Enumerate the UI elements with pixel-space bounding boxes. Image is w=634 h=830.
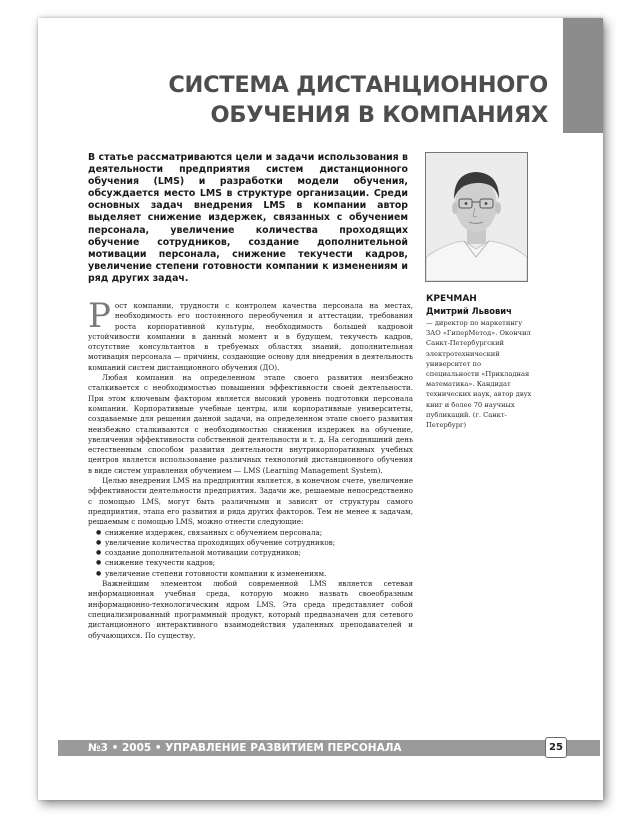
list-item: ● снижение издержек, связанных с обучением персонала; — [105, 528, 413, 538]
author-portrait-image — [426, 153, 527, 281]
article-lead: В статье рассматриваются цели и задачи использования в деятельности предприятия систем дистанционного обучения (LMS) и разработки модели обучения, обсуждается место LMS в структуре организации. Среди основных задач внедрения LMS в компании автор выделяет снижение издержек, связанных с обучением персонала, увеличение количества проходящих обучение сотрудников, создание дополнительной мотивации персонала, снижение текучести кадров, увеличение степени готовности компании к изменениям и ряд других задач. — [88, 152, 408, 284]
list-item: ● снижение текучести кадров; — [105, 558, 413, 568]
article-title — [158, 70, 548, 130]
title-line-1: СИСТЕМА ДИСТАНЦИОННОГО — [168, 72, 548, 98]
title-line-2: ОБУЧЕНИЯ В КОМПАНИЯХ — [210, 102, 548, 128]
drop-cap: Р — [88, 296, 111, 336]
author-surname: КРЕЧМАН — [426, 294, 477, 304]
footer-issue-text: №3 • 2005 • УПРАВЛЕНИЕ РАЗВИТИЕМ ПЕРСОНАЛА — [88, 742, 402, 754]
author-bio: — директор по маркетингу ЗАО «ГиперМетод». Окончил Санкт-Петербургский электротехнический университет по специальности «Прикладная математика». Кандидат технических наук, автор двух книг и более 70 научных публикаций. (г. Санкт-Петербург) — [426, 319, 532, 430]
list-item: ● создание дополнительной мотивации сотрудников; — [105, 548, 413, 558]
list-item: ● увеличение степени готовности компании к изменениям. — [105, 569, 413, 579]
paragraph-4: Важнейшим элементом любой современной LMS является сетевая информационная учебная среда, которую можно назвать своеобразным информационно-технологическим ядром LMS. Эта среда представляет собой специализированный программный продукт, который предназначен для сетевого дистанционного интерактивного взаимодействия удаленных преподавателей и обучающихся. По существу, — [88, 579, 413, 640]
paragraph-1-text: ост компании, трудности с контролем качества персонала на местах, необходимость его постоянного переобучения и аттестации, требования роста корпоративной культуры, необходимость большей кадровой устойчивости компании в данный момент и в будущем, текучесть кадров, отсутствие консультантов в требуемых областях знаний, дополнительная мотивация персонала — причины, создающие основу для внедрения в деятельность компаний систем дистанционного обучения (ДО). — [88, 301, 413, 372]
author-photo — [425, 152, 528, 282]
magazine-page — [38, 18, 603, 800]
paragraph-3: Целью внедрения LMS на предприятии является, в конечном счете, увеличение эффективности деятельности предприятия. Задачи же, решаемые непосредственно с помощью LMS, могут быть различными и зависят от структуры самого предприятия, этапа его развития и ряда других факторов. Тем не менее к задачам, решаемым с помощью LMS, можно отнести следующие: — [88, 476, 413, 527]
paragraph-2: Любая компания на определенном этапе своего развития неизбежно сталкивается с необходимостью повышения эффективности своей деятельности. При этом ключевым фактором является высокий уровень подготовки персонала компании. Корпоративные учебные центры, или корпоративные университеты, создаваемые для решения данной задачи, на определенном этапе своего развития неизбежно сталкиваются с необходимостью снижения издержек на обучение, увеличения эффективности собственной деятельности и т. д. На сегодняшний день естественным способом развития деятельности внутрикорпоративных учебных центров является использование различных технологий дистанционного обучения в виде систем управления обучением — LMS (Learning Management System). — [88, 373, 413, 475]
article-body — [88, 296, 413, 641]
page-number-badge: 25 — [545, 737, 567, 758]
author-first-name: Дмитрий Львович — [426, 306, 512, 316]
corner-accent-bar — [563, 18, 603, 133]
page-footer — [58, 740, 600, 756]
paragraph-1 — [88, 296, 413, 373]
list-item: ● увеличение количества проходящих обучение сотрудников; — [105, 538, 413, 548]
task-list — [88, 528, 413, 579]
